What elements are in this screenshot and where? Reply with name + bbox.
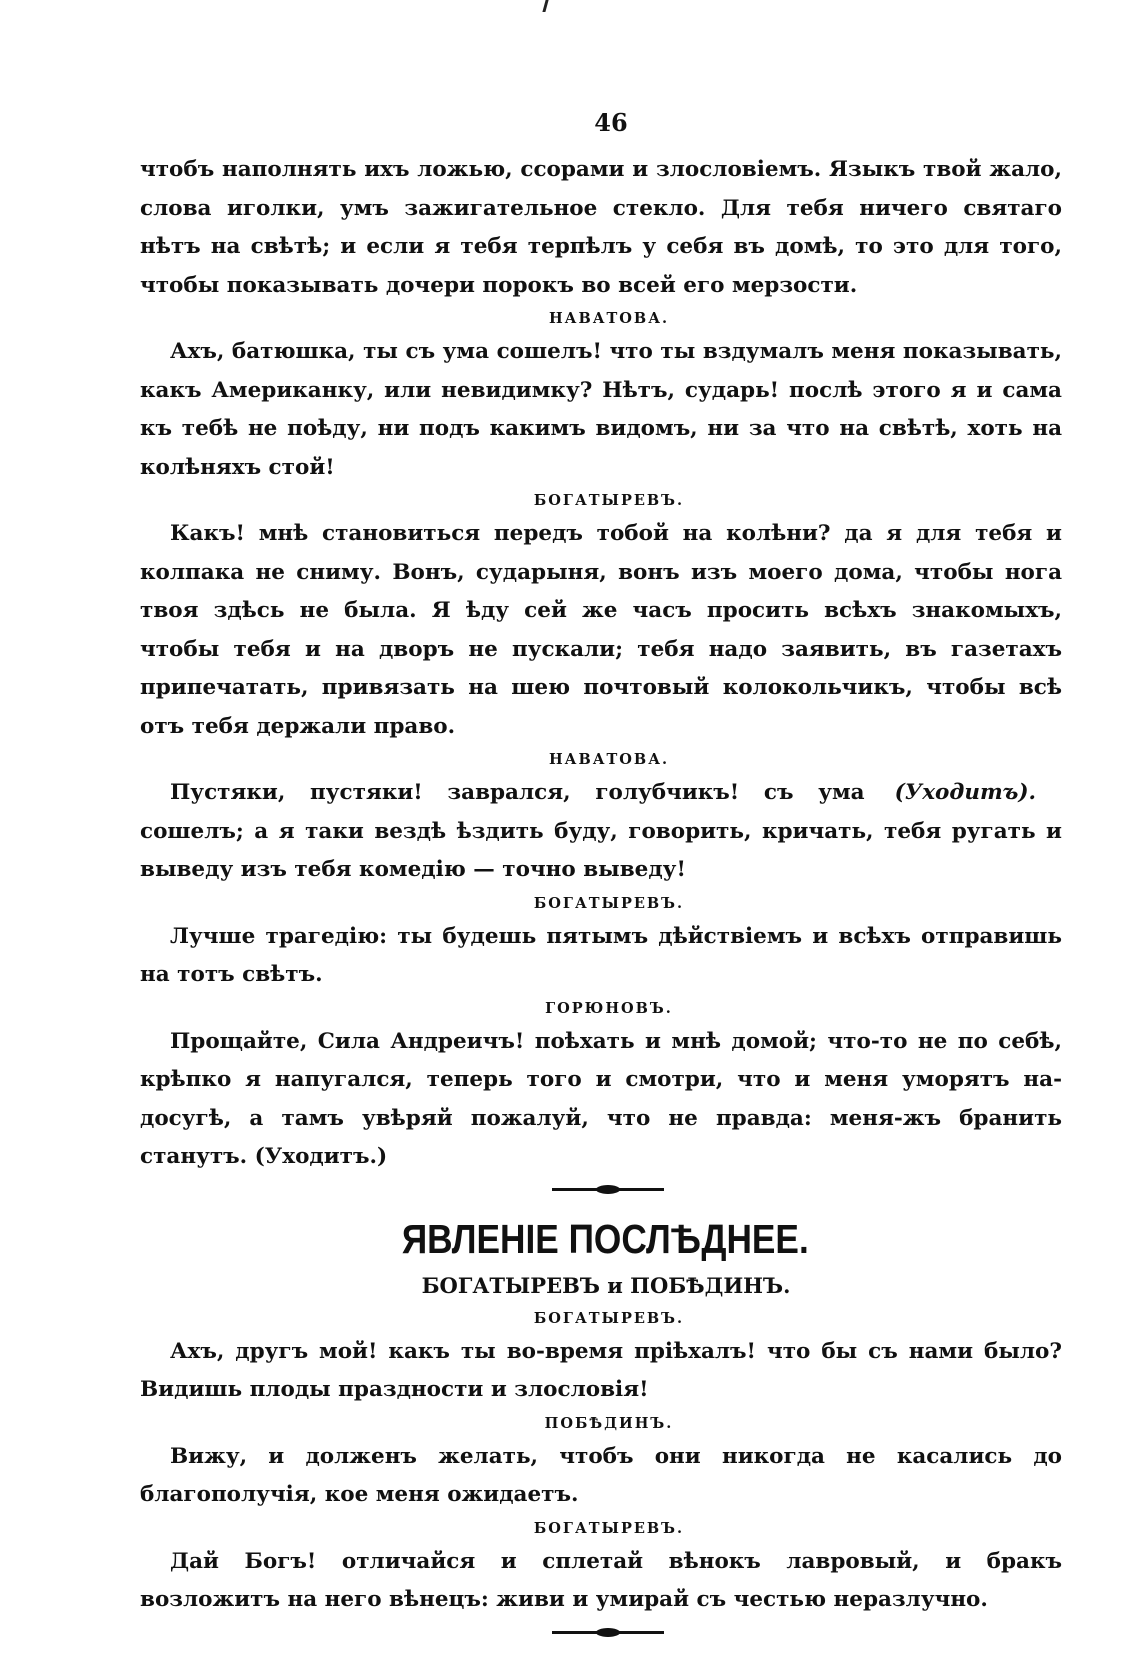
paragraph-text: чтобъ наполнять ихъ ложью, ссорами и злословіемъ. Языкъ твой жало, слова иголки, умъ зажигательное стекло. Для тебя ничего святаго нѣтъ на свѣтѣ; и если я тебя терпѣлъ у себя въ домѣ, то это для того, чтобы показывать дочери порокъ во всей его мерзости. <box>140 157 1062 298</box>
dialogue-paragraph <box>140 515 1062 746</box>
dialogue-paragraph <box>140 333 1062 487</box>
speaker-name: БОГАТЫРЕВЪ. <box>533 492 685 509</box>
speaker-name: ПОБѢДИНЪ. <box>544 1414 674 1432</box>
speaker-name: БОГАТЫРЕВЪ. <box>533 894 685 912</box>
divider-rule <box>552 1631 664 1634</box>
speaker-name: ГОРЮНОВЪ. <box>545 999 673 1017</box>
dialogue-paragraph <box>140 1543 1062 1620</box>
dialogue-paragraph <box>140 151 1062 305</box>
paragraph-text: Ахъ, другъ мой! какъ ты во-время пріѣхалъ! что бы съ нами было? Видишь плоды праздности и злословія! <box>140 1338 1062 1402</box>
paragraph-text: Ахъ, батюшка, ты съ ума сошелъ! что ты вздумалъ меня показывать, какъ Американку, или невидимку? Нѣтъ, сударь! послѣ этого я и сама къ тебѣ не поѣду, ни подъ какимъ видомъ, ни за что на свѣтѣ, хоть на колѣняхъ стой! <box>140 339 1062 480</box>
book-page <box>140 108 1062 1646</box>
paragraph-text: Лучше трагедію: ты будешь пятымъ дѣйствіемъ и всѣхъ отправишь на тотъ свѣтъ. <box>140 923 1062 987</box>
paragraph-text: Дай Богъ! отличайся и сплетай вѣнокъ лавровый, и бракъ возложитъ на него вѣнецъ: живи и умирай съ честью неразлучно. <box>140 1548 1062 1612</box>
stage-direction: (Уходитъ). <box>894 780 1036 805</box>
page-number: 46 <box>594 108 628 137</box>
speaker-name: БОГАТЫРЕВЪ. <box>533 1519 685 1537</box>
paragraph-text: Прощайте, Сила Андреичъ! поѣхать и мнѣ домой; что-то не по себѣ, крѣпко я напугался, теперь того и смотри, что и меня уморятъ на-досугѣ, а тамъ увѣряй пожалуй, что не правда: меня-жъ бранить станутъ. (Уходитъ.) <box>140 1028 1062 1169</box>
dialogue-paragraph <box>140 1333 1062 1410</box>
ornamental-divider <box>140 1620 1062 1646</box>
paragraph-text: Какъ! мнѣ становиться передъ тобой на колѣни? да я для тебя и колпака не сниму. Вонъ, сударыня, вонъ изъ моего дома, чтобы нога твоя здѣсь не была. Я ѣду сей же часъ просить всѣхъ знакомыхъ, чтобы тебя и на дворъ не пускали; тебя надо заявить, въ газетахъ припечатать, привязать на шею почтовый колокольчикъ, чтобы всѣ отъ тебя держали право. <box>140 521 1062 739</box>
speaker-name: НАВАТОВА. <box>548 751 670 768</box>
scene-cast: БОГАТЫРЕВЪ и ПОБѢДИНЪ. <box>421 1272 791 1298</box>
dialogue-paragraph <box>140 1438 1062 1515</box>
dialogue-paragraph <box>140 1023 1062 1177</box>
scene-title: ЯВЛЕНІЕ ПОСЛѢДНЕЕ. <box>401 1215 809 1262</box>
dialogue-paragraph <box>140 918 1062 995</box>
speaker-name: НАВАТОВА. <box>548 310 670 327</box>
dialogue-paragraph <box>140 774 1062 890</box>
top-ink-mark <box>542 0 548 12</box>
paragraph-text: Вижу, и долженъ желать, чтобъ они никогда не касались до благополучія, кое меня ожидаетъ. <box>140 1443 1062 1507</box>
divider-rule <box>552 1188 664 1191</box>
paragraph-text: Пустяки, пустяки! заврался, голубчикъ! съ ума сошелъ; а я таки вездѣ ѣздить буду, говорить, кричать, тебя ругать и выведу изъ тебя комедію — точно выведу! <box>140 780 1062 882</box>
ornamental-divider <box>140 1177 1062 1203</box>
page-content <box>140 151 1062 1646</box>
speaker-name: БОГАТЫРЕВЪ. <box>533 1309 685 1327</box>
